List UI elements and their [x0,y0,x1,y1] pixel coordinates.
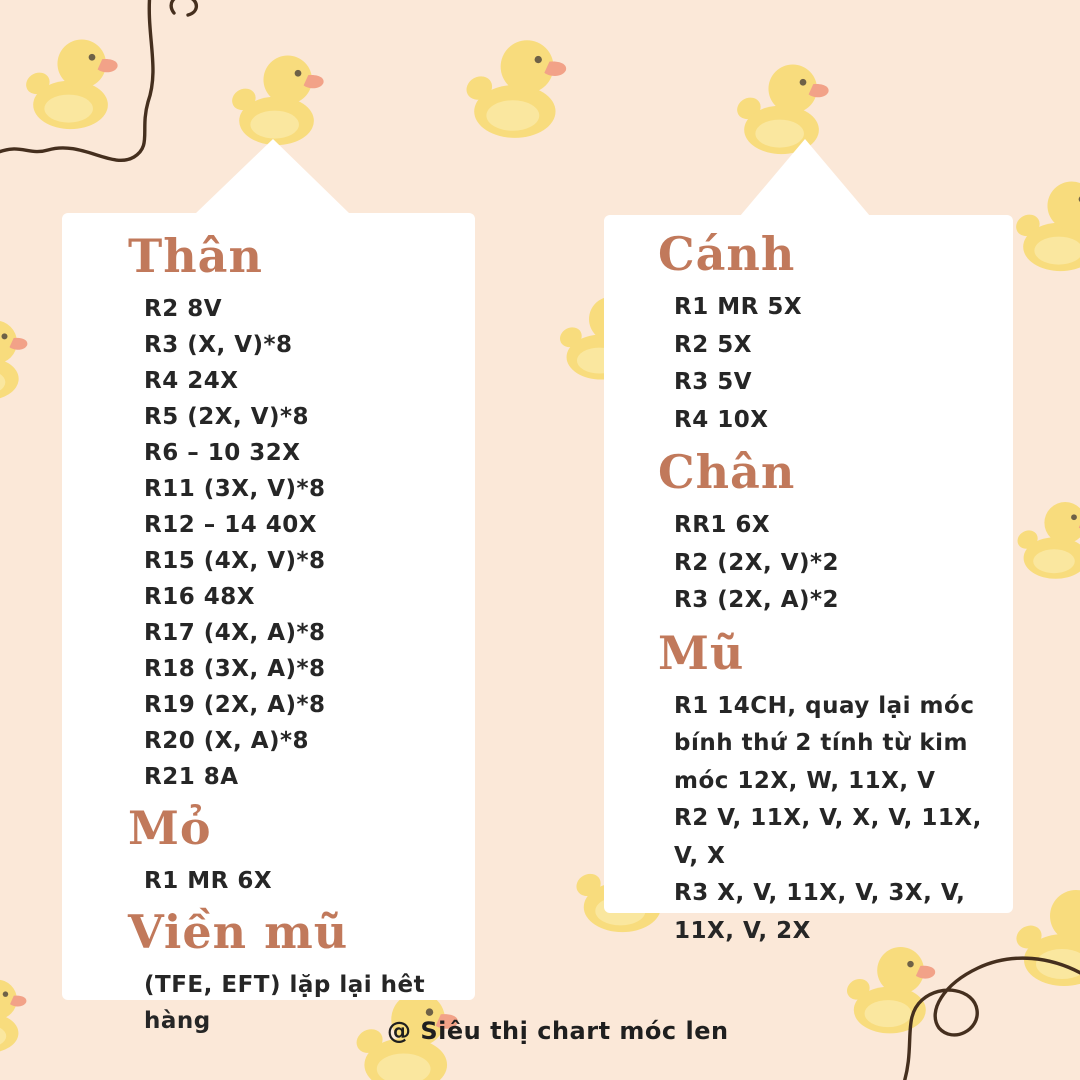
pattern-lines [144,291,457,795]
credit-text: @ Siêu thị chart móc len [387,1017,729,1045]
pattern-line: (TFE, EFT) lặp lại hêt hàng [144,972,426,1034]
bubble-pointer [740,139,870,216]
duck-icon [843,938,951,1037]
pattern-line: R2 5X [674,331,752,358]
pattern-lines [144,863,457,899]
pattern-section [658,225,995,439]
pattern-line: R19 (2X, A)*8 [144,692,326,718]
pattern-lines [674,289,995,439]
pattern-line: R1 14CH, quay lại móc bính thứ 2 tính từ kim móc 12X, W, 11X, V [674,692,975,794]
duck-icon [228,46,340,149]
section-heading: Mỏ [128,801,212,855]
duck-icon [0,312,42,404]
pattern-line: R4 24X [144,368,239,394]
pattern-lines [674,688,995,951]
duck-icon [1012,172,1080,275]
pattern-line: R5 (2X, V)*8 [144,404,310,430]
pattern-line: R2 V, 11X, V, X, V, 11X, V, X [674,805,982,869]
section-heading: Mũ [658,625,745,680]
duck-icon [0,972,40,1056]
pattern-line: R15 (4X, V)*8 [144,548,326,574]
pattern-line: R20 (X, A)*8 [144,728,310,754]
duck-icon [462,30,584,142]
pattern-line: R3 X, V, 11X, V, 3X, V, 11X, V, 2X [674,880,966,944]
pattern-line: R18 (3X, A)*8 [144,656,326,682]
pattern-line: R12 – 14 40X [144,512,317,538]
pattern-lines [674,507,995,620]
pattern-line: R3 (2X, A)*2 [674,587,840,613]
duck-icon [1014,494,1080,582]
pattern-section [658,624,995,951]
left-panel-sections [128,227,457,1039]
panel-body-beak-brim [62,213,475,1034]
section-heading: Thân [128,229,263,283]
pattern-line: R1 MR 5X [674,294,803,320]
panel-wing-leg-hat [604,215,1013,944]
section-heading: Chân [658,445,796,499]
pattern-line: R17 (4X, A)*8 [144,620,326,646]
pattern-line: RR1 6X [674,512,771,538]
pattern-line: R6 – 10 32X [144,440,301,466]
pattern-section [658,443,995,620]
pattern-line: R1 MR 6X [144,868,273,894]
pattern-line: R21 8A [144,764,239,790]
pattern-line: R16 48X [144,584,255,610]
pattern-line: R11 (3X, V)*8 [144,476,326,502]
section-heading: Cánh [658,227,796,281]
section-heading: Viền mũ [128,905,349,959]
duck-icon [22,30,134,133]
pattern-section [128,799,457,899]
pattern-line: R3 5V [674,369,753,395]
pattern-line: R4 10X [674,406,769,433]
pattern-line: R2 (2X, V)*2 [674,549,840,576]
pattern-line: R2 8V [144,296,223,322]
duck-icon [1012,880,1080,990]
pattern-line: R3 (X, V)*8 [144,332,293,358]
pattern-section [128,227,457,795]
bubble-pointer [195,139,350,214]
right-panel-sections [658,225,995,950]
